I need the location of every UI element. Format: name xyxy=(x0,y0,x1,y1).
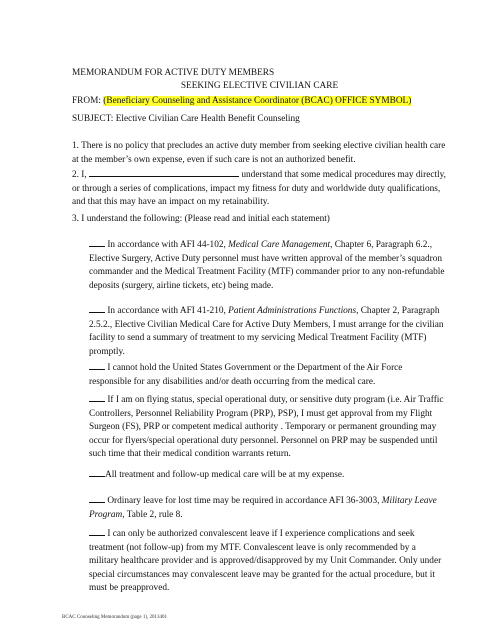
statement-5-text: All treatment and follow-up medical care will be at my expense. xyxy=(105,470,345,480)
initial-blank[interactable] xyxy=(89,392,105,402)
statement-1 xyxy=(89,237,447,293)
statement-6-post: , Table 2, rule 8. xyxy=(122,509,183,520)
statement-6-pre: Ordinary leave for lost time may be required in accordance AFI 36-3003, xyxy=(107,496,380,506)
initial-blank[interactable] xyxy=(89,360,105,370)
statement-3-text: I cannot hold the United States Government or the Department of the Air Force responsible for any disabilities and/or death occurring from the medical care. xyxy=(89,363,403,387)
item-2 xyxy=(72,167,447,210)
item-3: 3. I understand the following: (Please read and initial each statement) xyxy=(72,214,330,224)
statement-2 xyxy=(89,303,447,359)
statement-6 xyxy=(89,493,447,522)
statement-4-text: If I am on flying status, special operational duty, or sensitive duty program (i.e. Air Traffic Controllers, Personnel Reliability Program (PRP), PSP), I must get approval from my Flight Surgeon (FS), PRP or competent medical authority . Temporary or permanent grounding may occur for flyers/special operational duty personnel. Personnel on PRP may be suspended until such time that their medical condition warrants return. xyxy=(89,395,444,460)
initial-blank[interactable] xyxy=(89,237,105,247)
subject-line: SUBJECT: Elective Civilian Care Health Benefit Counseling xyxy=(72,114,300,124)
statement-6-ref: Military Leave Program xyxy=(89,496,437,520)
statement-1-ref: Medical Care Management xyxy=(228,240,331,250)
statement-2-post: , Chapter 2, Paragraph 2.5.2., Elective Civilian Medical Care for Active Duty Members, I must arrange for the civilian facility to send a summary of treatment to my servicing Medical Treatment Facility (MTF) promptly. xyxy=(89,306,444,357)
initial-blank[interactable] xyxy=(89,526,105,536)
memo-title-line2-text: SEEKING ELECTIVE CIVILIAN CARE xyxy=(180,81,339,91)
statement-2-ref: Patient Administrations Functions xyxy=(228,306,357,316)
from-line xyxy=(72,95,447,109)
initial-blank[interactable] xyxy=(89,493,105,503)
from-value: (Beneficiary Counseling and Assistance Coordinator (BCAC) OFFICE SYMBOL) xyxy=(103,96,412,106)
statement-7 xyxy=(89,526,447,596)
item-2-text: understand that some medical procedures may directly, or through a series of complications, impact my fitness for duty and worldwide duty qualifications, and that this may have an impact on my retainability. xyxy=(72,170,447,208)
item-1: 1. There is no policy that precludes an active duty member from seeking elective civilian health care at the member’s own expense, even if such care is not an authorized benefit. xyxy=(72,141,446,165)
from-label: FROM: xyxy=(72,96,101,106)
statement-4 xyxy=(89,392,447,462)
memo-title-line2 xyxy=(72,80,447,94)
statement-7-text: I can only be authorized convalescent leave if I experience complications and seek treatment (not follow-up) from my MTF. Convalescent leave is only recommended by a military healthcare provider and is approved/disapproved by my Unit Commander. Only under special circumstances may convalescent leave may be granted for the actual procedure, but it must be preapproved. xyxy=(89,529,442,594)
statement-5 xyxy=(89,467,447,483)
memo-title-line1: MEMORANDUM FOR ACTIVE DUTY MEMBERS xyxy=(72,68,275,78)
initial-blank[interactable] xyxy=(89,467,105,477)
item-2-prefix: 2. I, xyxy=(72,170,87,180)
statement-3 xyxy=(89,360,447,389)
page-footer: BCAC Counseling Memorandum (page 1), 2013401 xyxy=(62,615,167,620)
name-blank[interactable] xyxy=(89,167,239,177)
statement-2-pre: In accordance with AFI 41-210, xyxy=(107,306,226,316)
statement-1-post: , Chapter 6, Paragraph 6.2., Elective Surgery, Active Duty personnel must have written approval of the member’s squadron commander and the Medical Treatment Facility (MTF) commander prior to any non-refundable deposits (surgery, airline tickets, etc) being made. xyxy=(89,240,445,291)
initial-blank[interactable] xyxy=(89,303,105,313)
statement-1-pre: In accordance with AFI 44-102, xyxy=(107,240,226,250)
